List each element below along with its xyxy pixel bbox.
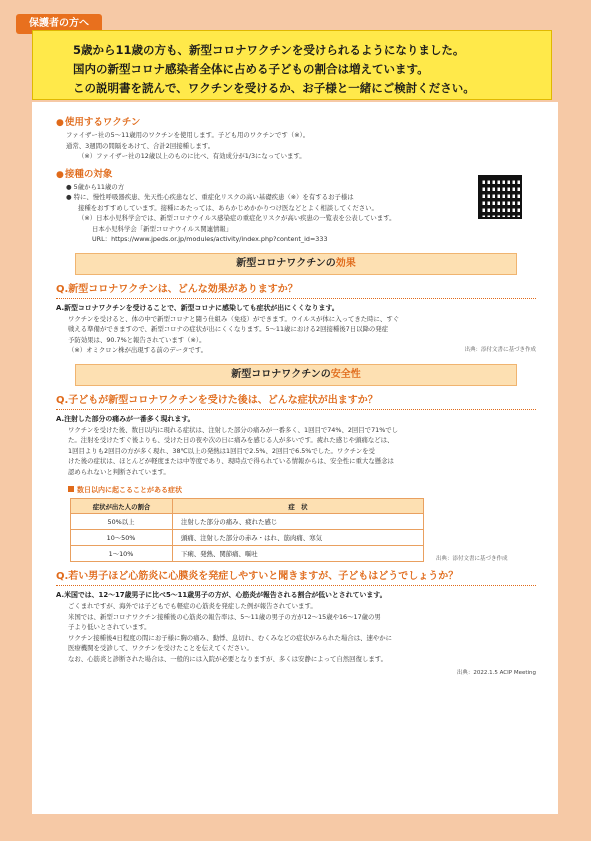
table-cell: 頭痛、注射した部分の赤み・はれ、筋肉痛、寒気 [173, 530, 424, 546]
effect-body-2: 戦える準備ができますので、新型コロナの症状が出にくくなります。5～11歳における2回接種後7日以降の発症 [68, 325, 389, 333]
table-header-row [71, 499, 424, 514]
safety-heading: 新型コロナワクチンの安全性 [75, 364, 517, 386]
target-note-2: 日本小児科学会「新型コロナウイルス関連情報」 [92, 224, 233, 233]
table-header: 症状が出た人の割合 [71, 499, 173, 514]
target-url[interactable]: URL：https://www.jpeds.or.jp/modules/activity/index.php?content_id=333 [92, 235, 328, 243]
target-item-1: ● 5歳から11歳の方 [66, 182, 125, 191]
vaccine-section-title: ●使用するワクチン [56, 117, 141, 128]
table-source: 出典：添付文書に基づき作成 [436, 556, 508, 562]
safety-body-4: けた後の症状は、ほとんどが軽度または中等度であり、現時点で得られている情報からは、安全性に重大な懸念は [68, 457, 394, 465]
table-row [71, 530, 424, 546]
effect-source: 出典：添付文書に基づき作成 [464, 347, 536, 353]
table-cell: 50%以上 [71, 514, 173, 530]
table-cell: 下痢、発熱、関節痛、嘔吐 [173, 546, 424, 562]
content-card [32, 102, 558, 814]
intro-line-3: この説明書を読んで、ワクチンを受けるか、お子様と一緒にご検討ください。 [73, 81, 475, 95]
vaccine-note: （※）ファイザー社の12歳以上のものに比べ、有効成分が1/3になっています。 [78, 152, 306, 160]
vaccine-line-1: ファイザー社の5～11歳用のワクチンを使用します。子ども用のワクチンです（※）。 [66, 131, 310, 139]
effect-note: （※）オミクロン株が出現する前のデータです。 [68, 346, 208, 354]
target-section-title: ●接種の対象 [56, 168, 113, 180]
safety-body-3: 1回目よりも2回目の方が多く現れ、38℃以上の発熱は1回目で2.5%、2回目で6.5%でした。ワクチンを受 [68, 446, 375, 455]
myocarditis-body-3: 子より低いとされています。 [68, 623, 151, 631]
circle-bullet-icon: ● [56, 169, 64, 180]
table-cell: 注射した部分の痛み、疲れた感じ [173, 514, 424, 530]
myocarditis-body-1: ごくまれですが、海外では子どもでも軽症の心筋炎を発症した例が報告されています。 [68, 602, 317, 610]
intro-line-2: 国内の新型コロナ感染者全体に占める子どもの割合は増えています。 [73, 62, 429, 76]
intro-line-1: 5歳から11歳の方も、新型コロナワクチンを受けられるようになりました。 [73, 43, 465, 57]
table-row [71, 546, 424, 562]
symptom-table-title: 数日以内に起こることがある症状 [56, 485, 536, 495]
myocarditis-body-6: なお、心筋炎と診断された場合は、一般的には入院が必要となりますが、多くは安静によって自然回復します。 [68, 654, 388, 663]
effect-heading: 新型コロナワクチンの効果 [75, 253, 517, 275]
safety-question: Q.子どもが新型コロナワクチンを受けた後は、どんな症状が出ますか？ [56, 393, 536, 410]
effect-answer: A.新型コロナワクチンを受けることで、新型コロナに感染しても症状が出にくくなります。 [56, 303, 339, 312]
table-cell: 10～50% [71, 530, 173, 546]
myocarditis-question: Q.若い男子ほど心筋炎に心膜炎を発症しやすいと聞きますが、子どもはどうでしょうか？ [56, 569, 536, 586]
myocarditis-answer: A.米国では、12～17歳男子に比べ5～11歳男子の方が、心筋炎が報告される割合が低いとされています。 [56, 591, 387, 599]
target-item-2-cont: 接種をおすすめしています。接種にあたっては、あらかじめかかりつけ医などとよく相談してください。 [78, 203, 378, 212]
table-header: 症 状 [173, 499, 424, 514]
safety-body-1: ワクチンを受けた後、数日以内に現れる症状は、注射した部分の痛みが一番多く、1回目で74%、2回目で71%でし [68, 425, 399, 434]
qr-code [478, 175, 522, 219]
symptom-table [70, 498, 424, 562]
myocarditis-body-4: ワクチン接種後4日程度の間にお子様に胸の痛み、動悸、息切れ、むくみなどの症状がみられた場合は、速やかに [68, 633, 393, 642]
safety-body-2: た。注射を受けたすぐ後よりも、受けた日の夜や次の日に痛みを感じる人が多いです。疲れた感じや頭痛などは、 [68, 436, 394, 444]
myocarditis-body-2: 米国では、新型コロナワクチン接種後の心筋炎の報告率は、5～11歳の男子の方が12～15歳や16～17歳の男 [68, 612, 381, 621]
myocarditis-body-5: 医療機関を受診して、ワクチンを受けたことを伝えてください。 [68, 644, 253, 652]
audience-tag: 保護者の方へ [16, 14, 102, 34]
target-note-1: （※）日本小児科学会では、新型コロナウイルス感染症の重症化リスクが高い疾患の一覧表を公表しています。 [78, 214, 396, 222]
effect-question: Q.新型コロナワクチンは、どんな効果がありますか？ [56, 282, 536, 299]
effect-body-3: 予防効果は、90.7%と報告されています（※）。 [68, 335, 206, 344]
table-row [71, 514, 424, 530]
vaccine-line-2: 通常、3週間の間隔をあけて、合計2回接種します。 [66, 141, 215, 150]
circle-bullet-icon: ● [56, 118, 64, 128]
myocarditis-source: 出典：2022.1.5 ACIP Meeting [456, 670, 536, 676]
intro-banner [32, 30, 552, 100]
square-bullet-icon [68, 486, 74, 492]
safety-answer: A.注射した部分の痛みが一番多く現れます。 [56, 414, 195, 423]
target-item-2: ● 特に、慢性呼吸器疾患、先天性心疾患など、重症化リスクの高い基礎疾患（※）を有するお子様は [66, 193, 354, 201]
effect-body-1: ワクチンを受けると、体の中で新型コロナと闘う仕組み（免疫）ができます。ウイルスが体に入ってきた時に、すぐ [68, 314, 400, 323]
safety-body-5: 認められないと判断されています。 [68, 467, 170, 476]
table-cell: 1～10% [71, 546, 173, 562]
